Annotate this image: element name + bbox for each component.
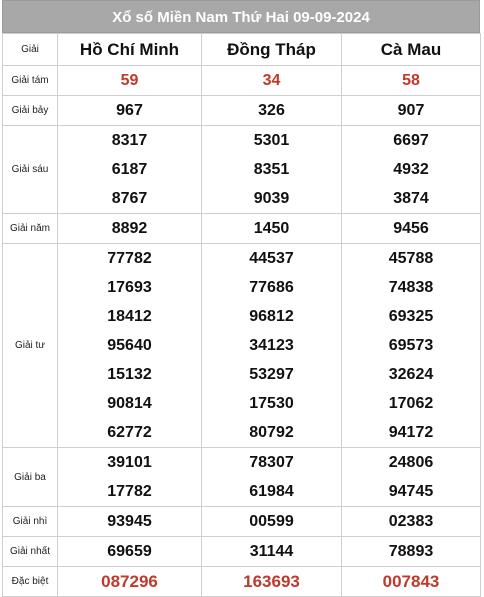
winning-number: 78893 (388, 543, 434, 560)
winning-number: 94745 (388, 483, 434, 500)
header-row (3, 34, 481, 66)
prize-label: Giải tư (3, 244, 58, 448)
winning-number: 087296 (101, 572, 158, 591)
prize-cell-dong-thap (202, 96, 342, 126)
prize-cell-dong-thap (202, 448, 342, 507)
prize-cell-ca-mau (342, 214, 481, 244)
winning-number: 45788 (388, 250, 434, 267)
prize-label: Giải bảy (3, 96, 58, 126)
prize-cell-dong-thap (202, 244, 342, 448)
prize-label: Đặc biệt (3, 567, 58, 597)
prize-label: Giải ba (3, 448, 58, 507)
winning-number: 00599 (249, 513, 294, 530)
prize-label: Giải tám (3, 66, 58, 96)
prize-cell-ca-mau (342, 448, 481, 507)
prize-cell-ho-chi-minh (58, 66, 202, 96)
winning-number: 69325 (388, 308, 434, 325)
winning-number: 17530 (249, 395, 294, 412)
winning-number: 61984 (249, 483, 294, 500)
winning-number: 8351 (253, 161, 290, 178)
winning-number: 8892 (111, 220, 148, 237)
winning-number: 93945 (107, 513, 152, 530)
winning-number: 907 (397, 102, 425, 119)
prize-label: Giải nhất (3, 537, 58, 567)
winning-number: 24806 (388, 454, 434, 471)
results-title: Xổ số Miền Nam Thứ Hai 09-09-2024 (2, 0, 480, 33)
prize-cell-ho-chi-minh (58, 214, 202, 244)
winning-number: 80792 (249, 424, 294, 441)
winning-number: 34123 (249, 337, 294, 354)
winning-number: 53297 (249, 366, 294, 383)
winning-number: 18412 (107, 308, 152, 325)
winning-number: 6187 (111, 161, 148, 178)
prize-cell-ho-chi-minh (58, 244, 202, 448)
winning-number: 8317 (111, 132, 148, 149)
prize-cell-ca-mau (342, 96, 481, 126)
prize-cell-dong-thap (202, 66, 342, 96)
prize-row-5 (3, 214, 481, 244)
winning-number: 17062 (388, 395, 434, 412)
prize-cell-ca-mau (342, 244, 481, 448)
prize-row-1 (3, 537, 481, 567)
winning-number: 1450 (253, 220, 290, 237)
province-header-dong-thap[interactable]: Đồng Tháp (202, 34, 342, 66)
prize-cell-ho-chi-minh (58, 96, 202, 126)
lottery-results-panel (2, 0, 480, 597)
winning-number: 02383 (388, 513, 434, 530)
prize-cell-ca-mau (342, 537, 481, 567)
winning-number: 326 (258, 102, 285, 119)
winning-number: 6697 (393, 132, 429, 149)
prize-cell-ca-mau (342, 507, 481, 537)
prize-cell-dong-thap (202, 507, 342, 537)
winning-number: 77782 (107, 250, 152, 267)
winning-number: 59 (120, 72, 139, 89)
winning-number: 69573 (388, 337, 434, 354)
winning-number: 34 (262, 72, 281, 89)
prize-cell-ho-chi-minh (58, 537, 202, 567)
winning-number: 5301 (253, 132, 290, 149)
winning-number: 3874 (393, 190, 429, 207)
winning-number: 967 (116, 102, 143, 119)
prize-cell-dong-thap (202, 214, 342, 244)
prize-cell-ho-chi-minh (58, 448, 202, 507)
prize-label: Giải nhì (3, 507, 58, 537)
prize-row-2 (3, 507, 481, 537)
winning-number: 77686 (249, 279, 294, 296)
winning-number: 4932 (393, 161, 429, 178)
prize-row-4 (3, 244, 481, 448)
winning-number: 163693 (243, 572, 300, 591)
winning-number: 15132 (107, 366, 152, 383)
winning-number: 69659 (107, 543, 152, 560)
winning-number: 17782 (107, 483, 152, 500)
winning-number: 90814 (107, 395, 152, 412)
prize-row-7 (3, 96, 481, 126)
winning-number: 007843 (382, 572, 440, 591)
prize-cell-ca-mau (342, 126, 481, 214)
winning-number: 44537 (249, 250, 294, 267)
prize-label: Giải sáu (3, 126, 58, 214)
prize-cell-ho-chi-minh (58, 507, 202, 537)
winning-number: 39101 (107, 454, 152, 471)
winning-number: 58 (402, 72, 420, 89)
province-header-ca-mau[interactable]: Cà Mau (342, 34, 481, 66)
winning-number: 8767 (111, 190, 148, 207)
winning-number: 94172 (388, 424, 434, 441)
prize-cell-dong-thap (202, 537, 342, 567)
prize-row-3 (3, 448, 481, 507)
prize-row-6 (3, 126, 481, 214)
prize-cell-ca-mau (342, 66, 481, 96)
winning-number: 9039 (253, 190, 290, 207)
prize-column-header: Giải (3, 34, 58, 66)
winning-number: 62772 (107, 424, 152, 441)
winning-number: 95640 (107, 337, 152, 354)
winning-number: 17693 (107, 279, 152, 296)
winning-number: 78307 (249, 454, 294, 471)
prize-row-8 (3, 66, 481, 96)
winning-number: 32624 (388, 366, 434, 383)
results-table (2, 33, 481, 597)
prize-label: Giải năm (3, 214, 58, 244)
prize-cell-dong-thap (202, 126, 342, 214)
prize-cell-ho-chi-minh (58, 126, 202, 214)
winning-number: 31144 (249, 543, 294, 560)
winning-number: 96812 (249, 308, 294, 325)
winning-number: 9456 (393, 220, 429, 237)
winning-number: 74838 (388, 279, 434, 296)
province-header-ho-chi-minh[interactable]: Hồ Chí Minh (58, 34, 202, 66)
